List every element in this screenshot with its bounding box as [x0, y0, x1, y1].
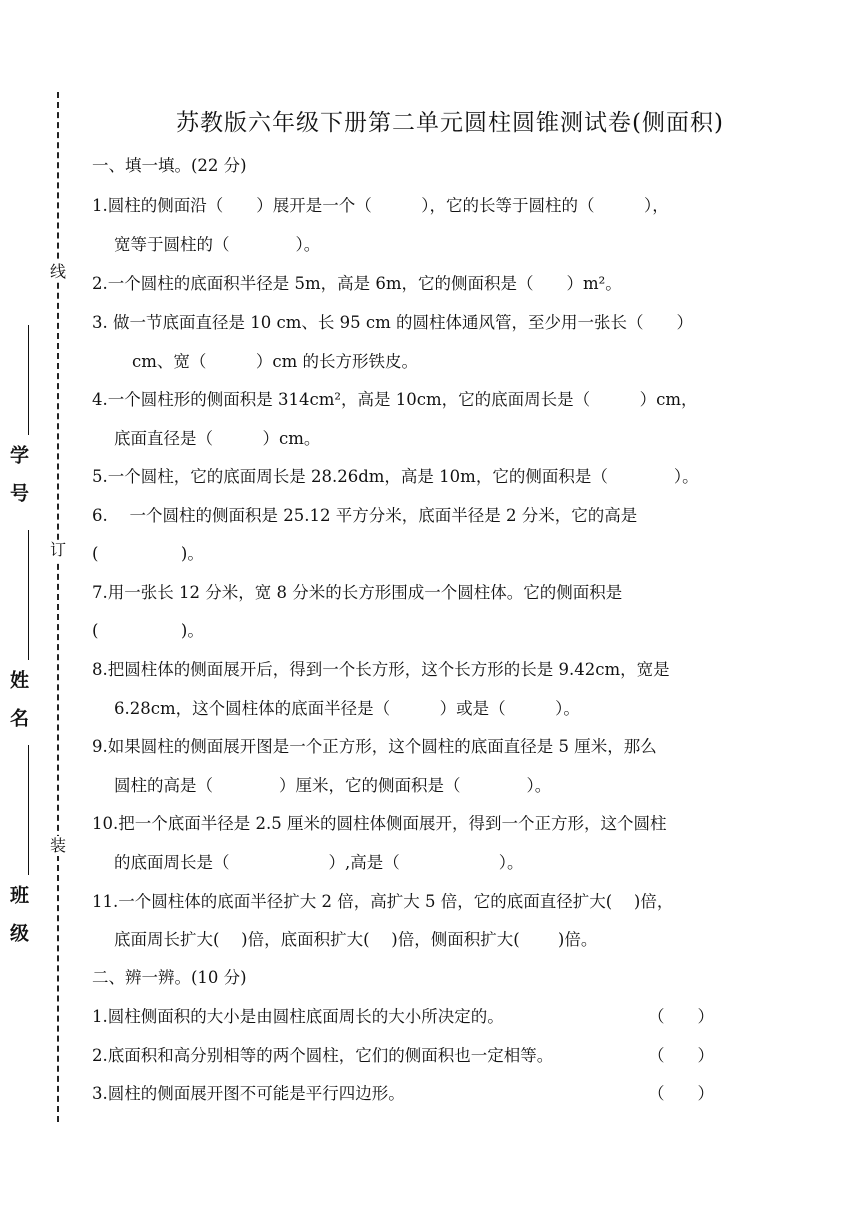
student-name-blank	[28, 530, 29, 660]
question-line: 6. 一个圆柱的侧面积是 25.12 平方分米，底面半径是 2 分米，它的高是	[92, 506, 638, 525]
class-label: 班 级	[7, 885, 29, 942]
question-line: cm、宽（ ）cm 的长方形铁皮。	[132, 352, 419, 371]
question-line: 7.用一张长 12 分米，宽 8 分米的长方形围成一个圆柱体。它的侧面积是	[92, 583, 623, 602]
question-line: 3. 做一节底面直径是 10 cm、长 95 cm 的圆柱体通风管，至少用一张长（ ）	[92, 313, 693, 332]
question-line: 底面直径是（ ）cm。	[114, 429, 321, 448]
judge-item: 3.圆柱的侧面展开图不可能是平行四边形。	[92, 1084, 405, 1103]
judge-answer-paren: （ ）	[648, 1046, 714, 1065]
question-line: 9.如果圆柱的侧面展开图是一个正方形，这个圆柱的底面直径是 5 厘米，那么	[92, 737, 657, 756]
question-line: 底面周长扩大( )倍，底面积扩大( )倍，侧面积扩大( )倍。	[114, 930, 598, 949]
question-line: 5.一个圆柱，它的底面周长是 28.26dm，高是 10m，它的侧面积是（ ）。	[92, 467, 699, 486]
binding-mark-line: 线	[49, 262, 66, 281]
judge-item: 2.底面积和高分别相等的两个圆柱，它们的侧面积也一定相等。	[92, 1046, 554, 1065]
student-name-label: 姓 名	[7, 670, 29, 727]
question-line: 的底面周长是（ ）,高是（ ）。	[114, 853, 524, 872]
question-line: 宽等于圆柱的（ ）。	[114, 235, 321, 254]
binding-dashed-line	[57, 92, 59, 1122]
page-title: 苏教版六年级下册第二单元圆柱圆锥测试卷(侧面积)	[176, 110, 724, 136]
question-line: 4.一个圆柱形的侧面积是 314cm²，高是 10cm，它的底面周长是（ ）cm，	[92, 390, 698, 409]
student-number-blank	[28, 325, 29, 435]
question-line: 1.圆柱的侧面沿（ ）展开是一个（ ），它的长等于圆柱的（ ），	[92, 196, 669, 215]
binding-mark-bind: 装	[49, 836, 66, 855]
section-heading-judge: 二、辨一辨。(10 分)	[92, 968, 247, 987]
question-line: 10.把一个底面半径是 2.5 厘米的圆柱体侧面展开，得到一个正方形，这个圆柱	[92, 814, 667, 833]
question-line: 8.把圆柱体的侧面展开后，得到一个长方形，这个长方形的长是 9.42cm，宽是	[92, 660, 670, 679]
student-number-label: 学 号	[7, 445, 29, 502]
question-line: ( )。	[92, 544, 204, 563]
judge-item: 1.圆柱侧面积的大小是由圆柱底面周长的大小所决定的。	[92, 1007, 504, 1026]
judge-answer-paren: （ ）	[648, 1007, 714, 1026]
section-heading-fill: 一、填一填。(22 分)	[92, 156, 247, 175]
question-line: ( )。	[92, 621, 204, 640]
judge-answer-paren: （ ）	[648, 1084, 714, 1103]
question-line: 11.一个圆柱体的底面半径扩大 2 倍，高扩大 5 倍，它的底面直径扩大( )倍，	[92, 892, 674, 911]
binding-mark-staple: 订	[49, 540, 66, 559]
question-line: 圆柱的高是（ ）厘米，它的侧面积是（ ）。	[114, 776, 552, 795]
question-line: 6.28cm，这个圆柱体的底面半径是（ ）或是（ ）。	[114, 699, 580, 718]
class-blank	[28, 745, 29, 875]
question-line: 2.一个圆柱的底面积半径是 5m，高是 6m，它的侧面积是（ ）m²。	[92, 274, 622, 293]
